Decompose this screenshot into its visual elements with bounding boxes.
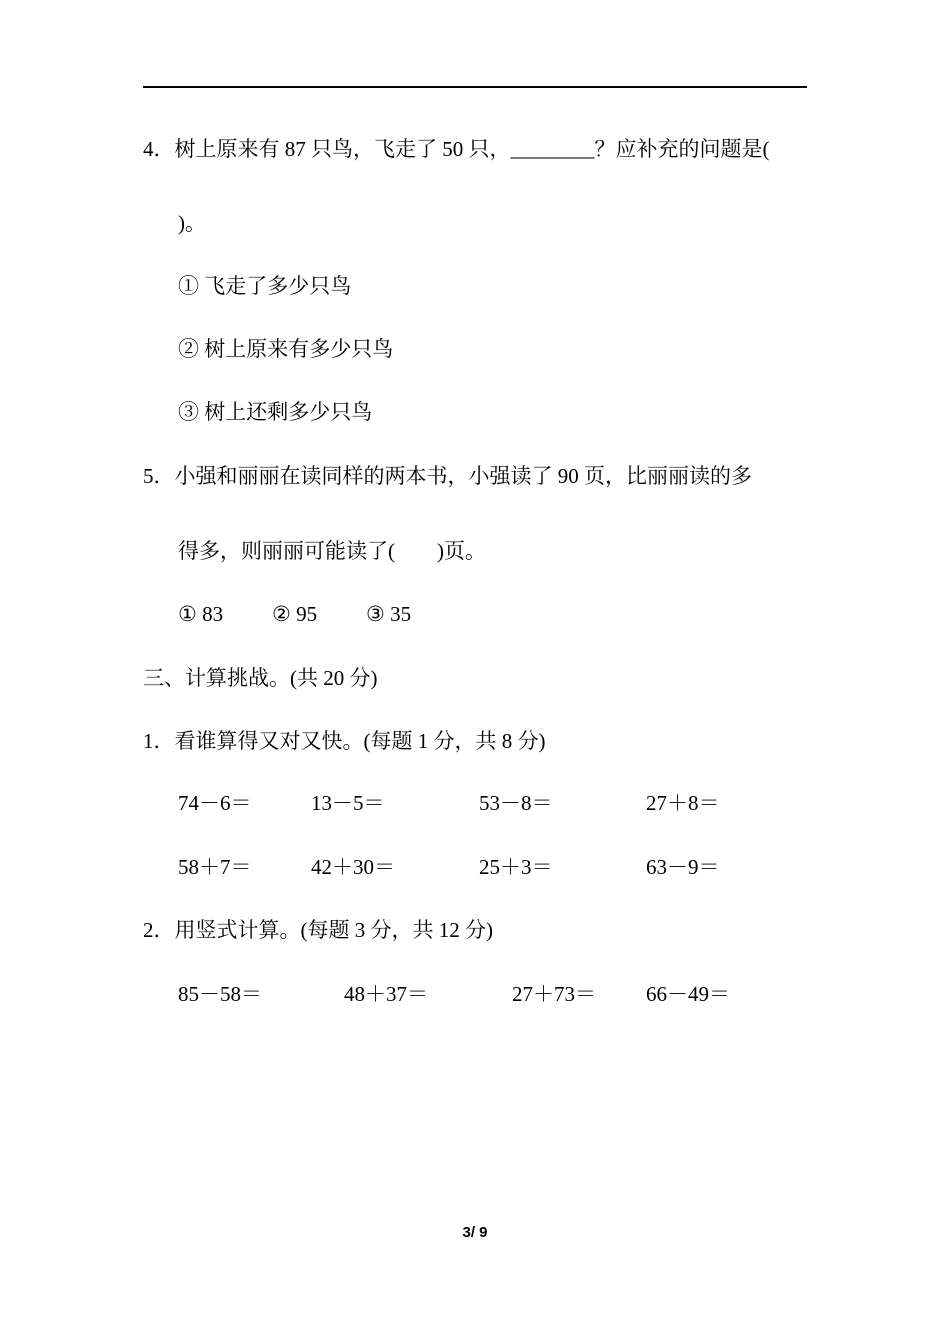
s3q1-problem-7: 25＋3＝ bbox=[479, 855, 553, 879]
s3q2-problem-3: 27＋73＝ bbox=[512, 982, 596, 1006]
page-number: 3/ 9 bbox=[462, 1224, 488, 1241]
s3q1-problem-2: 13－5＝ bbox=[311, 791, 385, 815]
q5-option-1[interactable]: ① 83 bbox=[178, 602, 224, 626]
q4-option-2[interactable]: ② 树上原来有多少只鸟 bbox=[178, 337, 394, 361]
q4-option-1[interactable]: ① 飞走了多少只鸟 bbox=[178, 274, 352, 298]
section3-title: 三、计算挑战。(共 20 分) bbox=[143, 666, 378, 690]
s3q2-problem-1: 85－58＝ bbox=[178, 982, 262, 1006]
header-rule bbox=[143, 86, 807, 88]
q5-option-2[interactable]: ② 95 bbox=[272, 602, 318, 626]
q5-stem-line2: 得多，则丽丽可能读了( )页。 bbox=[178, 539, 486, 563]
q5-stem-line1: 5．小强和丽丽在读同样的两本书，小强读了 90 页，比丽丽读的多 bbox=[143, 464, 752, 488]
s3q1-problem-4: 27＋8＝ bbox=[646, 791, 720, 815]
s3q1-problem-5: 58＋7＝ bbox=[178, 855, 252, 879]
s3q1-title: 1．看谁算得又对又快。(每题 1 分，共 8 分) bbox=[143, 729, 546, 753]
s3q2-title: 2．用竖式计算。(每题 3 分，共 12 分) bbox=[143, 918, 493, 942]
q4-option-3[interactable]: ③ 树上还剩多少只鸟 bbox=[178, 400, 373, 424]
q5-option-3[interactable]: ③ 35 bbox=[366, 602, 412, 626]
s3q1-problem-8: 63－9＝ bbox=[646, 855, 720, 879]
q4-stem-line2: )。 bbox=[178, 211, 206, 235]
s3q2-problem-4: 66－49＝ bbox=[646, 982, 730, 1006]
s3q1-problem-6: 42＋30＝ bbox=[311, 855, 395, 879]
q4-stem-line1: 4．树上原来有 87 只鸟，飞走了 50 只，________？应补充的问题是( bbox=[143, 137, 770, 161]
s3q1-problem-1: 74－6＝ bbox=[178, 791, 252, 815]
s3q1-problem-3: 53－8＝ bbox=[479, 791, 553, 815]
s3q2-problem-2: 48＋37＝ bbox=[344, 982, 428, 1006]
